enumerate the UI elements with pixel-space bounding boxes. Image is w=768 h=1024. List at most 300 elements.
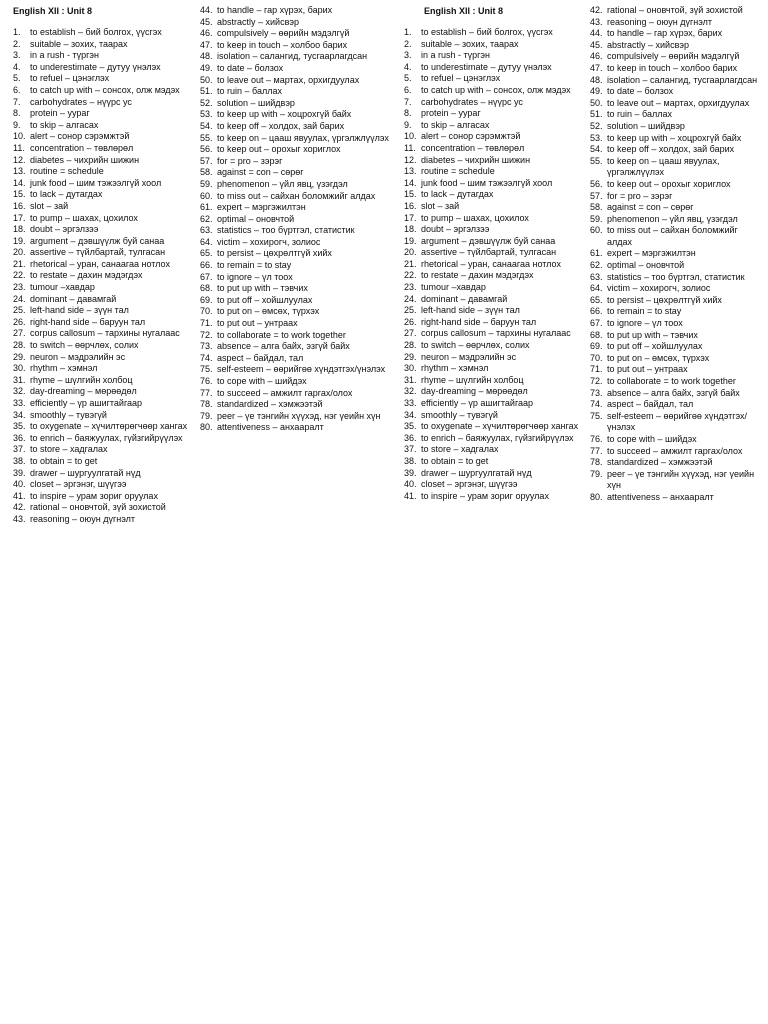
vocab-item — [200, 179, 393, 191]
vocab-item-text: rhyme – шүлгийн холбоц — [421, 374, 524, 385]
vocab-item-text: rational – оновчтой, зүй зохистой — [30, 502, 166, 513]
vocab-item-number: 24. — [13, 293, 26, 304]
vocab-item-text: day-dreaming – мөрөөдөл — [421, 386, 528, 397]
vocab-item — [200, 376, 393, 388]
vocab-item-text: statistics – тоо бүртгэл, статистик — [607, 271, 745, 282]
vocab-item-text: to establish – бий болгох, үүсгэх — [421, 27, 553, 37]
vocab-item — [590, 318, 760, 330]
vocab-item-number: 73. — [200, 341, 213, 352]
vocab-item-number: 13. — [13, 166, 26, 177]
vocab-item-text: to put up with – тэвчих — [217, 283, 308, 294]
vocab-item-number: 66. — [200, 260, 213, 271]
vocab-item-text: junk food – шим тэжээлгүй хоол — [30, 177, 162, 188]
vocab-item — [404, 444, 587, 456]
vocab-item-text: attentiveness – анхааралт — [607, 491, 714, 502]
vocab-list-col1 — [13, 27, 196, 526]
vocab-item — [590, 353, 760, 365]
vocab-item-text: diabetes – чихрийн шижин — [421, 154, 531, 165]
vocab-item-number: 29. — [13, 351, 26, 362]
vocab-item-text: slot – зай — [30, 200, 69, 211]
vocab-item-text: to date – болзох — [217, 62, 284, 73]
vocab-item-text: corpus callosum – тархины нугалаас — [421, 328, 571, 339]
vocab-item-number: 33. — [404, 398, 417, 408]
vocab-item — [404, 213, 587, 225]
vocab-item-number: 57. — [200, 155, 213, 166]
vocab-item — [200, 411, 393, 423]
vocab-item-text: to oxygenate – хүчилтөрөгчөөр хангах — [30, 421, 188, 432]
vocab-item-number: 36. — [13, 432, 26, 443]
vocab-item — [590, 17, 760, 29]
vocab-item — [200, 364, 393, 376]
vocab-item-text: to ruin – баллах — [607, 109, 672, 120]
vocab-item-number: 4. — [404, 61, 412, 72]
vocab-item — [200, 399, 393, 411]
vocab-item-number: 20. — [404, 247, 417, 258]
vocab-item-number: 23. — [13, 282, 26, 293]
vocab-item-text: drawer – шургуулгатай нүд — [30, 467, 141, 478]
vocab-item — [13, 468, 196, 480]
vocab-item — [13, 444, 196, 456]
vocab-item — [590, 202, 760, 214]
vocab-item-number: 41. — [13, 490, 26, 501]
vocab-item-number: 39. — [13, 467, 26, 478]
vocab-item-text: to catch up with – сонсох, олж мэдэх — [421, 84, 571, 95]
vocab-item — [590, 248, 760, 260]
vocab-item-number: 66. — [590, 306, 603, 317]
vocab-item — [404, 108, 587, 120]
vocab-item — [13, 143, 196, 155]
vocab-item — [13, 456, 196, 468]
vocab-item — [13, 120, 196, 132]
vocab-item — [404, 166, 587, 178]
vocab-item-text: to put on – өмсөх, түрхэх — [607, 352, 710, 363]
vocab-item — [590, 295, 760, 307]
vocab-item-text: reasoning – оюун дүгнэлт — [607, 16, 713, 27]
vocab-item-text: diabetes – чихрийн шижин — [30, 154, 140, 165]
vocab-item-text: to keep on – цааш явуулах, үргэлжлүүлэх — [607, 155, 720, 178]
vocab-item-number: 59. — [200, 178, 213, 189]
vocab-item-text: abstractly – хийсвэр — [217, 16, 299, 27]
vocab-item-text: junk food – шим тэжээлгүй хоол — [421, 177, 553, 188]
vocab-item-text: tumour –хавдар — [421, 282, 486, 293]
vocab-item — [200, 28, 393, 40]
vocab-item — [404, 27, 587, 39]
vocab-item-number: 35. — [404, 421, 417, 432]
vocab-item-text: concentration – төвлөрөл — [421, 142, 525, 153]
vocab-item — [13, 363, 196, 375]
vocab-item-text: aspect – байдал, тал — [217, 352, 304, 363]
vocab-item-number: 40. — [13, 479, 26, 490]
vocab-item-text: concentration – төвлөрөл — [30, 142, 134, 153]
vocab-item-number: 61. — [590, 248, 603, 259]
vocab-item-text: for = pro – зэрэг — [217, 155, 283, 166]
vocab-item — [13, 85, 196, 97]
vocab-item-number: 71. — [590, 364, 603, 375]
vocab-item — [404, 386, 587, 398]
vocab-item — [590, 40, 760, 52]
vocab-item-number: 16. — [404, 200, 417, 211]
vocab-item-text: to keep in touch – холбоо барих — [217, 39, 348, 50]
vocab-item-number: 56. — [200, 144, 213, 155]
vocab-item — [590, 388, 760, 400]
vocab-item — [590, 272, 760, 284]
vocab-item-number: 30. — [404, 363, 417, 374]
vocab-item-number: 8. — [13, 108, 21, 119]
vocab-item — [13, 514, 196, 526]
vocab-item-text: alert – сонор сэрэмжтэй — [421, 131, 521, 142]
vocab-item-text: attentiveness – анхааралт — [217, 422, 324, 433]
vocab-item-number: 60. — [200, 190, 213, 201]
vocab-item-text: to oxygenate – хүчилтөрөгчөөр хангах — [421, 421, 579, 432]
vocab-item-number: 18. — [404, 224, 417, 235]
vocab-item-number: 51. — [590, 109, 603, 120]
vocab-item-number: 28. — [404, 340, 417, 351]
vocab-item-number: 69. — [200, 294, 213, 305]
vocab-item — [13, 479, 196, 491]
vocab-item-number: 22. — [13, 270, 26, 281]
vocab-item — [404, 398, 587, 410]
vocab-item-text: left-hand side – зүүн тал — [30, 305, 129, 316]
vocab-item-number: 31. — [404, 374, 417, 385]
vocab-item-text: for = pro – зэрэг — [607, 190, 673, 201]
vocab-item-number: 72. — [590, 376, 603, 386]
vocab-item-text: to keep out – орохыг хориглох — [217, 144, 341, 155]
vocab-item-text: doubt – эргэлзээ — [421, 224, 490, 235]
vocab-item — [200, 156, 393, 168]
vocab-item-text: right-hand side – баруун тал — [30, 316, 146, 327]
vocab-item-number: 53. — [200, 109, 213, 120]
vocab-item-number: 51. — [200, 86, 213, 97]
vocab-item — [404, 270, 587, 282]
vocab-item-text: to keep off – холдох, зай барих — [217, 120, 345, 131]
vocab-item — [590, 63, 760, 75]
vocab-item-text: closet – эргэнэг, шүүгээ — [30, 479, 127, 490]
vocab-item — [13, 236, 196, 248]
vocab-item-text: argument – дэвшүүлж буй санаа — [30, 235, 165, 246]
vocab-item-text: to miss out – сайхан боломжийг алдах — [607, 225, 738, 247]
vocab-item-text: to put on – өмсөх, түрхэх — [217, 306, 320, 317]
vocab-item — [404, 201, 587, 213]
vocab-item — [200, 422, 393, 434]
vocab-item-number: 30. — [13, 363, 26, 374]
vocab-item-text: compulsively – өөрийн мэдэлгүй — [217, 28, 350, 39]
vocab-item-text: to put up with – тэвчих — [607, 329, 698, 340]
vocab-item-number: 50. — [200, 74, 213, 85]
vocab-item — [590, 86, 760, 98]
vocab-item — [590, 144, 760, 156]
vocab-item — [404, 120, 587, 132]
vocab-item — [200, 237, 393, 249]
vocab-item-number: 12. — [404, 154, 417, 165]
vocab-item-number: 35. — [13, 421, 26, 432]
vocab-item-number: 80. — [590, 491, 603, 502]
vocab-item-number: 27. — [13, 328, 26, 339]
vocab-item — [200, 167, 393, 179]
vocab-item-text: self-esteem – өөрийгөө хүндэтгэх/үнэлэх — [607, 410, 748, 433]
vocab-item — [13, 27, 196, 39]
vocab-item-number: 18. — [13, 224, 26, 235]
vocab-item-text: slot – зай — [421, 200, 460, 211]
vocab-item — [404, 50, 587, 62]
vocab-item-text: solution – шийдвэр — [217, 97, 295, 108]
vocab-item-number: 77. — [590, 445, 603, 456]
vocab-item — [13, 73, 196, 85]
vocab-item-number: 17. — [404, 212, 417, 223]
vocab-item-number: 73. — [590, 387, 603, 398]
vocab-item — [404, 62, 587, 74]
vocab-item — [404, 282, 587, 294]
vocab-item-number: 22. — [404, 270, 417, 281]
vocab-item — [200, 295, 393, 307]
vocab-item-text: carbohydrates – нүүрс ус — [421, 96, 523, 107]
vocab-item — [200, 86, 393, 98]
vocab-item-text: abstractly – хийсвэр — [607, 39, 689, 50]
vocab-item-number: 77. — [200, 387, 213, 398]
vocab-item-text: to keep off – холдох, зай барих — [607, 144, 735, 155]
vocab-item-text: assertive – түйлбартай, тулгасан — [30, 247, 166, 258]
vocab-item-text: to refuel – цэнэглэх — [421, 73, 501, 84]
vocab-item — [590, 225, 760, 248]
vocab-item-number: 78. — [200, 399, 213, 410]
vocab-item-number: 1. — [13, 27, 21, 37]
vocab-item — [590, 364, 760, 376]
vocab-item-number: 70. — [200, 306, 213, 317]
vocab-item-number: 34. — [404, 409, 417, 420]
vocab-item — [13, 282, 196, 294]
vocab-item-text: neuron – мэдрэлийн эс — [30, 351, 126, 362]
vocab-item-text: to skip – алгасах — [421, 119, 490, 130]
vocab-item-text: dominant – давамгай — [30, 293, 117, 304]
vocab-item-text: optimal – оновчтой — [607, 260, 685, 271]
vocab-item-number: 67. — [200, 271, 213, 282]
vocab-item-number: 4. — [13, 61, 21, 72]
vocab-item-number: 5. — [404, 73, 412, 84]
vocab-item-text: reasoning – оюун дүгнэлт — [30, 513, 136, 524]
vocab-item — [200, 353, 393, 365]
vocab-item-text: day-dreaming – мөрөөдөл — [30, 386, 137, 397]
vocab-item — [404, 155, 587, 167]
vocab-item-number: 55. — [200, 132, 213, 143]
vocab-item-number: 58. — [590, 202, 603, 213]
vocab-item-text: to obtain = to get — [30, 455, 98, 466]
vocab-item-number: 23. — [404, 282, 417, 293]
vocab-item-text: to miss out – сайхан боломжийг алдах — [217, 190, 376, 201]
vocab-item — [200, 5, 393, 17]
vocab-item-text: to lack – дутагдах — [30, 189, 103, 200]
vocab-item-text: to ruin – баллах — [217, 86, 282, 97]
vocab-item-text: rhetorical – уран, санаагаа нотлох — [30, 258, 170, 269]
vocab-item-number: 65. — [590, 294, 603, 305]
vocab-item-text: to enrich – баяжуулах, гүйзгийрүүлэх — [30, 432, 183, 443]
vocab-item — [13, 213, 196, 225]
vocab-item — [590, 5, 760, 17]
vocab-item — [590, 260, 760, 272]
vocab-item-text: self-esteem – өөрийгөө хүндэтгэх/үнэлэх — [217, 364, 386, 375]
vocab-item-text: to store – хадгалах — [30, 444, 108, 455]
vocab-item — [200, 17, 393, 29]
vocab-item-text: aspect – байдал, тал — [607, 399, 694, 410]
vocab-item-number: 76. — [200, 376, 213, 386]
vocab-item-text: to keep on – цааш явуулах, үргэлжлүүлэх — [217, 132, 389, 143]
vocab-item-number: 25. — [404, 305, 417, 316]
vocab-item-number: 62. — [590, 260, 603, 271]
vocab-item — [200, 330, 393, 342]
vocab-item-number: 9. — [13, 119, 21, 130]
vocab-item-number: 58. — [200, 167, 213, 178]
vocab-item-number: 69. — [590, 341, 603, 352]
vocab-item-text: to date – болзох — [607, 86, 674, 97]
vocab-item-number: 61. — [200, 202, 213, 213]
vocab-item-text: victim – хохирогч, золиос — [607, 283, 711, 294]
vocab-item-text: to put out – унтраах — [217, 318, 298, 329]
vocab-item — [13, 50, 196, 62]
vocab-item — [404, 97, 587, 109]
vocab-item — [13, 178, 196, 190]
vocab-item-text: to cope with – шийдэх — [217, 376, 307, 386]
vocab-item — [200, 75, 393, 87]
vocab-item-number: 7. — [13, 96, 21, 107]
vocab-item-number: 10. — [13, 131, 26, 142]
vocab-item-text: expert – мэргэжилтэн — [217, 202, 306, 213]
vocab-item-text: efficiently – үр ашигтайгаар — [30, 398, 143, 408]
vocab-item-number: 50. — [590, 97, 603, 108]
vocab-item-number: 68. — [590, 329, 603, 340]
vocab-item-text: standardized – хэмжээтэй — [217, 399, 323, 410]
vocab-item — [200, 202, 393, 214]
vocab-item-text: to skip – алгасах — [30, 119, 99, 130]
vocab-item — [404, 433, 587, 445]
vocab-item-text: to persist – цөхрөлтгүй хийх — [607, 294, 722, 305]
vocab-item-number: 25. — [13, 305, 26, 316]
vocab-item-number: 52. — [590, 120, 603, 131]
vocab-item-text: routine = schedule — [421, 166, 495, 177]
vocab-item — [404, 375, 587, 387]
vocab-item — [200, 98, 393, 110]
vocab-item — [13, 340, 196, 352]
vocab-item — [590, 156, 760, 179]
vocab-item-number: 3. — [13, 50, 21, 61]
vocab-item-text: drawer – шургуулгатай нүд — [421, 467, 532, 478]
vocab-item-text: victim – хохирогч, золиос — [217, 236, 321, 247]
vocab-item — [13, 155, 196, 167]
vocab-item-number: 75. — [200, 364, 213, 375]
page-title-right: English XII : Unit 8 — [424, 6, 504, 16]
vocab-item — [404, 73, 587, 85]
vocab-item — [200, 109, 393, 121]
vocab-item — [13, 270, 196, 282]
vocab-item-text: isolation – салангид, тусгаарлагдсан — [607, 74, 758, 85]
vocab-item-text: rhetorical – уран, санаагаа нотлох — [421, 258, 561, 269]
vocab-item-text: absence – алга байх, эзгүй байх — [607, 387, 740, 398]
vocab-item — [590, 283, 760, 295]
vocab-item-text: to put off – хойшлуулах — [217, 294, 313, 305]
vocab-item — [200, 133, 393, 145]
vocab-item-text: to switch – өөрчлөх, солих — [421, 340, 530, 351]
vocab-item — [13, 386, 196, 398]
vocab-item-number: 43. — [590, 16, 603, 27]
vocab-item-number: 54. — [200, 120, 213, 131]
vocab-item — [404, 363, 587, 375]
vocab-item-number: 38. — [13, 455, 26, 466]
vocab-item — [590, 399, 760, 411]
vocab-item — [590, 75, 760, 87]
vocab-item-number: 79. — [590, 468, 603, 479]
vocab-item-number: 2. — [13, 38, 21, 49]
vocab-item — [200, 248, 393, 260]
vocab-item-text: protein – уураг — [30, 108, 90, 119]
vocab-item — [13, 224, 196, 236]
vocab-item-number: 24. — [404, 293, 417, 304]
vocab-item-number: 9. — [404, 119, 412, 130]
vocab-item — [13, 62, 196, 74]
vocab-item — [13, 352, 196, 364]
vocab-item-number: 16. — [13, 200, 26, 211]
vocab-item-number: 74. — [590, 399, 603, 410]
vocab-item-number: 13. — [404, 166, 417, 177]
vocab-item — [13, 328, 196, 340]
vocab-item-text: to ignore – үл тоох — [217, 271, 293, 282]
vocab-item-text: to inspire – урам зориг оруулах — [421, 490, 549, 501]
vocab-item-text: to succeed – амжилт гаргах/олох — [607, 445, 743, 456]
vocab-item-number: 32. — [404, 386, 417, 397]
vocab-item — [13, 108, 196, 120]
vocab-item — [590, 214, 760, 226]
vocab-item — [590, 341, 760, 353]
vocab-item — [404, 85, 587, 97]
vocab-item — [590, 98, 760, 110]
vocab-item-text: smoothly – тувэгүй — [30, 409, 107, 420]
vocab-item-text: to handle – гар хүрэх, барих — [217, 5, 333, 15]
vocab-item-number: 60. — [590, 225, 603, 236]
vocab-item-text: phenomenon – үйл явц, үзэгдэл — [217, 178, 348, 189]
vocab-item — [590, 306, 760, 318]
vocab-item — [13, 131, 196, 143]
vocab-item-text: solution – шийдвэр — [607, 120, 685, 131]
vocab-item-text: rhyme – шүлгийн холбоц — [30, 374, 133, 385]
vocab-item — [13, 305, 196, 317]
vocab-item-text: expert – мэргэжилтэн — [607, 248, 696, 259]
vocab-item-text: neuron – мэдрэлийн эс — [421, 351, 517, 362]
vocab-item-text: alert – сонор сэрэмжтэй — [30, 131, 130, 142]
vocab-item-text: rational – оновчтой, зүй зохистой — [607, 5, 743, 15]
vocab-item-number: 19. — [13, 235, 26, 246]
vocab-item — [200, 121, 393, 133]
vocab-item — [590, 330, 760, 342]
vocab-item-number: 71. — [200, 318, 213, 329]
vocab-item-number: 10. — [404, 131, 417, 142]
vocab-item-number: 15. — [404, 189, 417, 200]
vocab-item-number: 14. — [13, 177, 26, 188]
vocab-item — [200, 388, 393, 400]
vocab-item-number: 76. — [590, 433, 603, 444]
vocab-item-number: 55. — [590, 155, 603, 166]
vocab-item-number: 11. — [404, 142, 416, 153]
vocab-item-number: 64. — [590, 283, 603, 294]
vocab-item — [590, 133, 760, 145]
vocab-item-number: 31. — [13, 374, 26, 385]
vocab-item-text: to put off – хойшлуулах — [607, 341, 703, 352]
vocab-item — [590, 457, 760, 469]
vocab-item-text: to underestimate – дутуу үнэлэх — [421, 61, 552, 72]
vocab-item-number: 38. — [404, 455, 417, 466]
vocab-item — [404, 178, 587, 190]
vocab-item-number: 62. — [200, 213, 213, 224]
vocab-item-text: corpus callosum – тархины нугалаас — [30, 328, 180, 339]
vocab-item — [200, 225, 393, 237]
vocab-item-text: peer – үе тэнгийн хүүхэд, нэг үеийн хүн — [607, 468, 755, 491]
vocab-item-text: standardized – хэмжээтэй — [607, 457, 713, 468]
vocab-item — [404, 328, 587, 340]
